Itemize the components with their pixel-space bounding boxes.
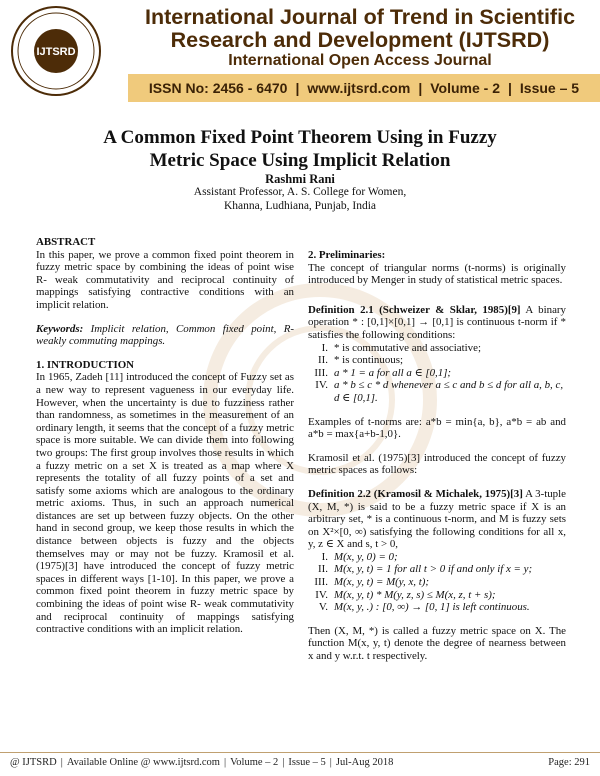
list-item: [308, 342, 566, 355]
definition-2-1: [308, 304, 566, 342]
spacer: [308, 287, 566, 298]
definition-2-2-text: A 3-tuple (X, M, *) is said to be a fuzzy metric space if X is an arbitrary set, * is a continuous t-norm, and M is fuzzy sets on X²×[0, ∞) satisfying the following conditions for all x, y, z ∈ X and s, t > 0,: [308, 487, 566, 551]
definition-2-1-letter: A: [525, 303, 533, 316]
footer-issue: Issue – 5: [288, 757, 326, 768]
left-column: [36, 236, 294, 636]
list-item-text: a * 1 = a for all a ∈ [0,1];: [334, 366, 452, 379]
kramosil-intro: Kramosil et al. (1975)[3] introduced the concept of fuzzy metric spaces as follows:: [308, 451, 566, 477]
list-item-number: V.: [318, 601, 328, 614]
logo-text: IJTSRD: [36, 46, 76, 58]
separator: |: [418, 80, 423, 96]
list-item-text: M(x, y, t) * M(y, z, s) ≤ M(x, z, t + s);: [334, 588, 496, 601]
abstract-heading: ABSTRACT: [36, 236, 96, 248]
spacer: [308, 405, 566, 416]
list-item: [308, 589, 566, 602]
footer-divider: [0, 752, 600, 753]
page-number: Page: 291: [548, 757, 590, 768]
preliminaries-heading: 2. Preliminaries:: [308, 249, 386, 261]
tnorm-conditions-list: [308, 342, 566, 405]
list-item-text: * is continuous;: [334, 354, 403, 367]
journal-site: www.ijtsrd.com: [307, 80, 411, 96]
introduction-heading: 1. INTRODUCTION: [36, 358, 135, 371]
spacer: [308, 441, 566, 452]
keywords: [36, 323, 294, 348]
journal-title-line1: International Journal of Trend in Scientific: [144, 5, 576, 29]
author-name: Rashmi Rani: [265, 172, 335, 186]
affiliation-line1: Assistant Professor, A. S. College for Women,: [193, 186, 407, 198]
list-item-number: III.: [314, 366, 328, 379]
spacer: [308, 477, 566, 488]
right-column: [308, 249, 566, 663]
separator: |: [295, 80, 300, 96]
journal-volume: Volume - 2: [430, 80, 500, 96]
list-item-number: IV.: [315, 379, 328, 392]
preliminaries-text: The concept of triangular norms (t-norms) is originally introduced by Menger in study of statistical metric spaces.: [308, 261, 566, 287]
paper-title-line2: Metric Space Using Implicit Relation: [149, 150, 451, 171]
definition-2-1-text: binary operation * : [0,1]×[0,1] → [0,1] is continuous t-norm if * satisfies the following conditions:: [308, 303, 566, 341]
spacer: [308, 614, 566, 625]
ijtsrd-logo: [10, 5, 102, 97]
issn-bar: [128, 74, 600, 102]
journal-issue: Issue – 5: [519, 80, 580, 96]
list-item-number: II.: [318, 563, 328, 576]
paper-title: [40, 126, 560, 172]
definition-2-2-heading: Definition 2.2 (Kramosil & Michalek, 1975)[3]: [308, 487, 523, 500]
list-item-number: I.: [321, 550, 328, 563]
list-item: [308, 551, 566, 564]
list-item: [308, 576, 566, 589]
footer-volume: Volume – 2: [230, 757, 279, 768]
list-item-text: M(x, y, t) = M(y, x, t);: [334, 576, 430, 589]
page-footer: [10, 757, 590, 768]
footer-citation: @ IJTSRD | Available Online @ www.ijtsrd.com | Volume – 2 | Issue – 5 | Jul-Aug 2018: [10, 757, 394, 768]
definition-2-1-heading: Definition 2.1 (Schweizer & Sklar, 1985)[9]: [308, 303, 521, 316]
list-item: [308, 379, 566, 404]
list-item-text: * is commutative and associative;: [334, 341, 481, 354]
list-item-text: M(x, y, 0) = 0;: [334, 550, 398, 563]
list-item: [308, 601, 566, 614]
keywords-label: Keywords:: [36, 322, 84, 335]
list-item: [308, 367, 566, 380]
list-item-text: a * b ≤ c * d whenever a ≤ c and b ≤ d for all a, b, c, d ∈ [0,1].: [334, 379, 564, 404]
keywords-text: Implicit relation, Common fixed point, R-weakly commuting mappings.: [36, 322, 294, 348]
journal-masthead: [0, 0, 600, 110]
list-item: [308, 354, 566, 367]
list-item-text: M(x, y, t) = 1 for all t > 0 if and only if x = y;: [334, 563, 533, 576]
footer-journal: @ IJTSRD: [10, 757, 57, 768]
list-item: [308, 563, 566, 576]
introduction-text: In 1965, Zadeh [11] introduced the concept of Fuzzy set as a new way to represent vagueness in our everyday life. However, when the uncertainty is due to fuzziness rather than randomness, as sometimes in the measurement of an ordinary length, it seems that the concept of a fuzzy metric space is more suitable. We can divide them into following two groups: The first group involves those results in which a fuzzy metric on a set X is treated as a map where X represents the totality of all fuzzy points of a set and satisfy some axioms which are analogous to the ordinary metric axioms. Thus, in such an approach numerical distances are set up between fuzzy objects. On the other hand in second group, we keep those results in which the distance between objects is fuzzy and the objects themselves may or may not be fuzzy. Kramosil et al. (1975)[3] have introduced the concept of fuzzy metric spaces in different ways [1-10]. In this paper, we prove a common fixed point theorem in fuzzy metric space by combining the ideas of point wise R- weak commutativity and reciprocal continuity of mappings satisfying contractive conditions with an implicit relation.: [36, 371, 294, 636]
abstract-text: In this paper, we prove a common fixed point theorem in fuzzy metric space by combining the ideas of point wise R- weak commutativity and reciprocal continuity of mappings satisfying contractive conditions with an implicit relation.: [36, 248, 294, 311]
affiliation-line2: Khanna, Ludhiana, Punjab, India: [223, 199, 376, 212]
footer-available-link[interactable]: Available Online @ www.ijtsrd.com: [66, 757, 220, 768]
paper-title-line1: A Common Fixed Point Theorem Using in Fuzzy: [103, 127, 497, 148]
definition-2-2: [308, 488, 566, 551]
list-item-number: III.: [314, 576, 328, 589]
spacer: [36, 312, 294, 323]
list-item-number: IV.: [315, 588, 328, 601]
issn-number: ISSN No: 2456 - 6470: [148, 80, 288, 96]
closing-text: Then (X, M, *) is called a fuzzy metric space on X. The function M(x, y, t) denote the degree of nearness between x and y w.r.t. t respectively.: [308, 624, 566, 663]
list-item-number: II.: [318, 354, 328, 367]
journal-title: [140, 6, 580, 52]
author-affiliation: [40, 186, 560, 213]
separator: |: [508, 80, 512, 96]
list-item-text: M(x, y, .) : [0, ∞) → [0, 1] is left continuous.: [334, 601, 530, 614]
footer-date: Jul-Aug 2018: [335, 757, 394, 768]
open-access-label: International Open Access Journal: [228, 52, 492, 69]
tnorm-examples: Examples of t-norms are: a*b = min{a, b}, a*b = ab and a*b = max{a+b-1,0}.: [308, 415, 566, 441]
journal-title-line2: Research and Development (IJTSRD): [170, 28, 550, 52]
list-item-number: I.: [321, 341, 328, 354]
spacer: [36, 348, 294, 359]
fuzzy-metric-conditions-list: [308, 551, 566, 614]
